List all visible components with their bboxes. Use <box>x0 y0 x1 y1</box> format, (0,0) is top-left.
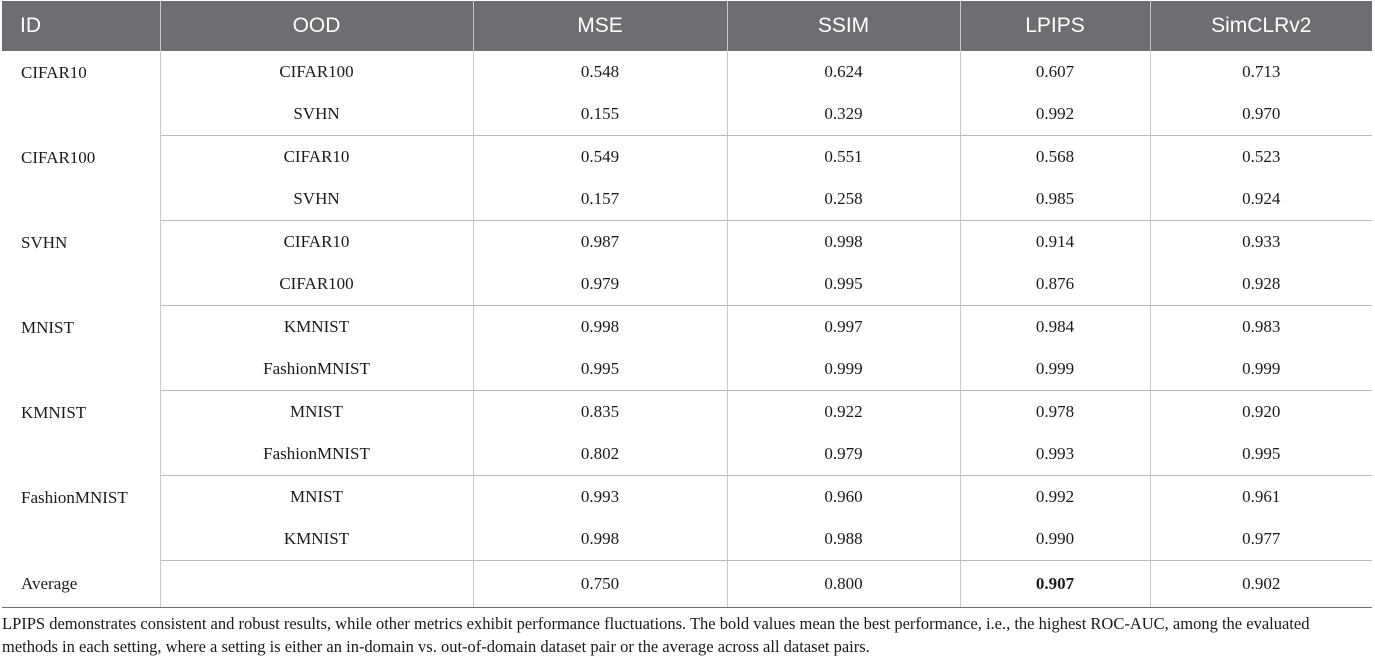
mse-cell: 0.155 <box>473 93 727 136</box>
mse-cell: 0.993 <box>473 476 727 519</box>
mse-cell: 0.157 <box>473 178 727 221</box>
simclrv2-cell: 0.983 <box>1242 317 1281 336</box>
table-row <box>2 433 1372 476</box>
simclrv2-cell: 0.977 <box>1150 518 1372 561</box>
results-table <box>2 1 1372 608</box>
lpips-cell: 0.978 <box>960 391 1150 434</box>
mse-cell: 0.987 <box>473 221 727 264</box>
lpips-cell: 0.876 <box>960 263 1150 306</box>
ssim-cell: 0.995 <box>727 263 960 306</box>
id-cell: KMNIST <box>2 391 160 476</box>
ood-cell: KMNIST <box>160 518 473 561</box>
table-row <box>2 93 1372 136</box>
ssim-cell: 0.999 <box>727 348 960 391</box>
ood-cell: SVHN <box>160 93 473 136</box>
table-body <box>2 51 1372 608</box>
lpips-cell: 0.992 <box>960 476 1150 519</box>
table-row <box>2 518 1372 561</box>
table-row <box>2 348 1372 391</box>
simclrv2-cell: 0.920 <box>1242 402 1281 421</box>
ood-cell: CIFAR100 <box>160 263 473 306</box>
simclrv2-cell: 0.928 <box>1150 263 1372 306</box>
lpips-cell: 0.984 <box>960 306 1150 349</box>
lpips-cell: 0.607 <box>960 51 1150 93</box>
table-row <box>2 221 1372 264</box>
lpips-cell: 0.993 <box>960 433 1150 476</box>
ssim-cell: 0.624 <box>727 51 960 93</box>
table-caption: LPIPS demonstrates consistent and robust results, while other metrics exhibit performance fluctuations. The bold values mean the best performance, i.e., the highest ROC-AUC, among the evaluated methods in each setting, where a setting is either an in-domain vs. out-of-domain dataset pair or the average across all dataset pairs. <box>2 614 1310 656</box>
lpips-cell: 0.914 <box>960 221 1150 264</box>
id-cell: CIFAR100 <box>2 136 160 221</box>
table-row <box>2 476 1372 519</box>
ood-cell: FashionMNIST <box>160 348 473 391</box>
header-mse: MSE <box>473 1 727 51</box>
ood-cell: CIFAR10 <box>160 136 473 179</box>
mse-cell: 0.802 <box>473 433 727 476</box>
id-cell: SVHN <box>2 221 160 306</box>
ssim-cell: 0.997 <box>727 306 960 349</box>
ssim-cell: 0.800 <box>727 561 960 608</box>
id-cell: FashionMNIST <box>2 476 160 561</box>
table-row <box>2 178 1372 221</box>
table-row <box>2 136 1372 179</box>
ssim-cell: 0.979 <box>727 433 960 476</box>
ood-cell: CIFAR10 <box>160 221 473 264</box>
ssim-cell: 0.922 <box>727 391 960 434</box>
mse-cell: 0.995 <box>473 348 727 391</box>
results-table-container <box>2 1 1372 658</box>
mse-cell: 0.998 <box>473 518 727 561</box>
ood-cell <box>160 561 473 608</box>
simclrv2-cell: 0.970 <box>1150 93 1372 136</box>
simclrv2-cell: 0.999 <box>1150 348 1372 391</box>
id-cell: MNIST <box>2 306 160 391</box>
ssim-cell: 0.960 <box>727 476 960 519</box>
mse-cell: 0.979 <box>473 263 727 306</box>
mse-cell: 0.548 <box>473 51 727 93</box>
average-row <box>2 561 1372 608</box>
header-simclrv2: SimCLRv2 <box>1150 1 1372 51</box>
ood-cell: SVHN <box>160 178 473 221</box>
ood-cell: MNIST <box>160 476 473 519</box>
lpips-cell: 0.992 <box>960 93 1150 136</box>
mse-cell: 0.835 <box>473 391 727 434</box>
lpips-cell: 0.990 <box>960 518 1150 561</box>
simclrv2-cell: 0.902 <box>1150 561 1372 608</box>
simclrv2-cell: 0.523 <box>1242 147 1281 166</box>
header-row <box>2 1 1372 51</box>
mse-cell: 0.750 <box>473 561 727 608</box>
id-cell: CIFAR10 <box>2 51 160 136</box>
table-header <box>2 1 1372 51</box>
table-row <box>2 391 1372 434</box>
table-row <box>2 263 1372 306</box>
ssim-cell: 0.329 <box>727 93 960 136</box>
ssim-cell: 0.998 <box>727 221 960 264</box>
simclrv2-cell: 0.933 <box>1242 232 1281 251</box>
lpips-cell: 0.985 <box>960 178 1150 221</box>
mse-cell: 0.549 <box>473 136 727 179</box>
ood-cell: CIFAR100 <box>160 51 473 93</box>
simclrv2-cell: 0.713 <box>1242 62 1281 81</box>
ssim-cell: 0.988 <box>727 518 960 561</box>
simclrv2-cell: 0.961 <box>1242 487 1281 506</box>
table-row <box>2 306 1372 349</box>
mse-cell: 0.998 <box>473 306 727 349</box>
ood-cell: KMNIST <box>160 306 473 349</box>
lpips-cell: 0.999 <box>960 348 1150 391</box>
header-id: ID <box>2 1 160 51</box>
ood-cell: MNIST <box>160 391 473 434</box>
ood-cell: FashionMNIST <box>160 433 473 476</box>
ssim-cell: 0.258 <box>727 178 960 221</box>
lpips-cell: 0.568 <box>960 136 1150 179</box>
simclrv2-cell: 0.995 <box>1150 433 1372 476</box>
lpips-cell-best: 0.907 <box>960 561 1150 608</box>
table-row <box>2 51 1372 93</box>
header-lpips: LPIPS <box>960 1 1150 51</box>
ssim-cell: 0.551 <box>727 136 960 179</box>
average-label: Average <box>2 561 160 608</box>
header-ood: OOD <box>160 1 473 51</box>
simclrv2-cell: 0.924 <box>1150 178 1372 221</box>
header-ssim: SSIM <box>727 1 960 51</box>
